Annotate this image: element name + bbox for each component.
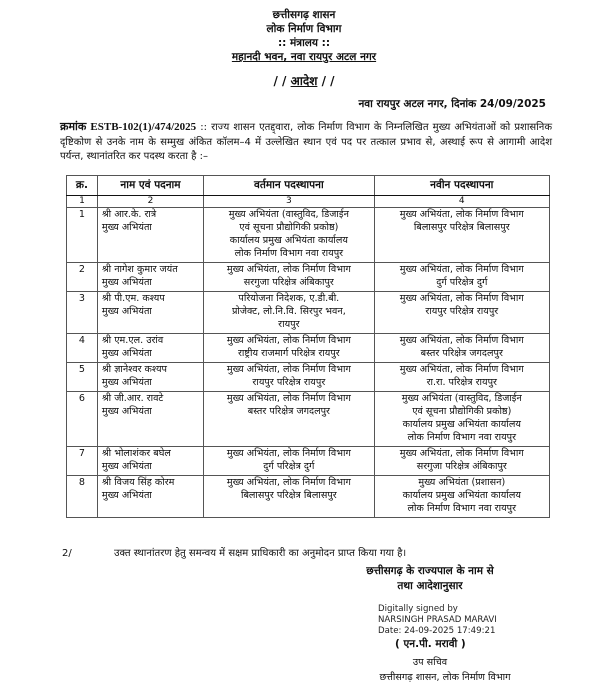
cell-name-designation-line: श्री भोलाशंकर बघेल [101,448,171,459]
cell-new-posting-line: मुख्य अभियंता, लोक निर्माण विभाग [399,448,524,459]
cell-current-posting-line: बस्तर परिक्षेत्र जगदलपुर [247,406,330,417]
cell-name-designation-line: मुख्य अभियंता [101,348,152,359]
cell-name-designation-line: मुख्य अभियंता [101,461,152,472]
order-title-prefix: / / [273,74,291,88]
cell-sr-no: 7 [67,447,98,476]
cell-new-posting-line: बस्तर परिक्षेत्र जगदलपुर [420,348,503,359]
cell-new-posting-line: कार्यालय प्रमुख अभियंता कार्यालय [402,490,521,501]
header-sr-no: क्र. [67,176,98,196]
cell-new-posting-line: दुर्ग परिक्षेत्र दुर्ग [436,277,488,288]
cell-new-posting-line: मुख्य अभियंता, लोक निर्माण विभाग [399,293,524,304]
cell-name-designation-line: मुख्य अभियंता [101,277,152,288]
digital-signature [378,604,497,637]
cell-name-designation-line: मुख्य अभियंता [101,406,152,417]
cell-new-posting-line: लोक निर्माण विभाग नवा रायपुर [407,503,517,514]
cell-new-posting-line: मुख्य अभियंता, लोक निर्माण विभाग [399,209,524,220]
government-name: छत्तीसगढ़ शासन [272,9,336,21]
cell-current-posting-line: राष्ट्रीय राजमार्ग परिक्षेत्र रायपुर [237,348,340,359]
cell-name-designation [97,208,203,263]
order-number: ESTB-102(1)/474/2025 [90,121,197,133]
cell-current-posting [204,363,374,392]
cell-sr-no: 4 [67,334,98,363]
cell-current-posting-line: मुख्य अभियंता (वास्तुविद, डिजाईन [228,209,349,220]
cell-new-posting [374,447,549,476]
cell-current-posting [204,208,374,263]
cell-new-posting-line: कार्यालय प्रमुख अभियंता कार्यालय [402,419,521,430]
cell-name-designation-line: श्री जी.आर. रावटे [101,393,164,404]
cell-new-posting [374,208,549,263]
cell-name-designation-line: श्री एम.एल. उरांव [101,335,164,346]
cell-current-posting-line: परियोजना निदेशक, ए.डी.बी. [238,293,340,304]
cell-current-posting-line: मुख्य अभियंता, लोक निर्माण विभाग [226,335,351,346]
cell-name-designation [97,392,203,447]
cell-name-designation-line: श्री विजय सिंह कोरम [101,477,175,488]
cell-name-designation [97,447,203,476]
cell-new-posting-line: मुख्य अभियंता (वास्तुविद, डिजाईन [401,393,522,404]
cell-current-posting-line: दुर्ग परिक्षेत्र दुर्ग [263,461,315,472]
department-name: लोक निर्माण विभाग [266,23,342,35]
header-new-posting: नवीन पदस्थापना [374,176,549,196]
place-and-date: नवा रायपुर अटल नगर, दिनांक 24/09/2025 [358,98,546,110]
order-number-label: क्रमांक [60,121,87,133]
table-row [67,263,550,292]
table-row [67,392,550,447]
column-number: 3 [204,196,374,208]
signatory-department: छत्तीसगढ़ शासन, लोक निर्माण विभाग [379,672,511,683]
cell-current-posting-line: बिलासपुर परिक्षेत्र बिलासपुर [240,490,337,501]
cell-name-designation-line: मुख्य अभियंता [101,306,152,317]
cell-new-posting [374,334,549,363]
cell-new-posting [374,263,549,292]
table-row [67,334,550,363]
cell-new-posting-line: एवं सूचना प्रौद्योगिकी प्रकोष्ठ) [412,406,512,417]
column-number: 2 [97,196,203,208]
cell-name-designation-line: श्री आर.के. रात्रे [101,209,157,220]
cell-name-designation-line: मुख्य अभियंता [101,377,152,388]
cell-name-designation-line: श्री नागेश कुमार जयंत [101,264,178,275]
column-number: 4 [374,196,549,208]
cell-name-designation [97,334,203,363]
column-number: 1 [67,196,98,208]
column-number-row [67,196,550,208]
digital-signature-signer: NARSINGH PRASAD MARAVI [378,615,497,625]
cell-current-posting [204,392,374,447]
cell-new-posting [374,476,549,518]
cell-current-posting-line: मुख्य अभियंता, लोक निर्माण विभाग [226,477,351,488]
cell-name-designation-line: मुख्य अभियंता [101,490,152,501]
cell-sr-no: 2 [67,263,98,292]
cell-new-posting [374,292,549,334]
cell-new-posting-line: लोक निर्माण विभाग नवा रायपुर [407,432,517,443]
authority-line-1: छत्तीसगढ़ के राज्यपाल के नाम से [366,565,494,577]
cell-name-designation [97,263,203,292]
cell-new-posting-line: मुख्य अभियंता, लोक निर्माण विभाग [399,335,524,346]
cell-new-posting-line: सरगुजा परिक्षेत्र अंबिकापुर [416,461,507,472]
table-header-row [67,176,550,196]
paragraph-2 [62,545,406,559]
signatory-name: ( एन.पी. मरावी ) [395,638,466,650]
cell-new-posting [374,392,549,447]
intro-paragraph [60,120,552,165]
cell-sr-no: 8 [67,476,98,518]
cell-sr-no: 3 [67,292,98,334]
cell-current-posting-line: मुख्य अभियंता, लोक निर्माण विभाग [226,393,351,404]
cell-current-posting-line: रायपुर [278,319,300,330]
cell-name-designation [97,292,203,334]
office-address: महानदी भवन, नवा रायपुर अटल नगर [231,51,377,63]
cell-current-posting-line: मुख्य अभियंता, लोक निर्माण विभाग [226,364,351,375]
cell-new-posting-line: बिलासपुर परिक्षेत्र बिलासपुर [413,222,510,233]
cell-new-posting-line: मुख्य अभियंता (प्रशासन) [418,477,506,488]
table-row [67,363,550,392]
cell-current-posting-line: लोक निर्माण विभाग नवा रायपुर [234,248,344,259]
digital-signature-date: Date: 24-09-2025 17:49:21 [378,626,496,636]
cell-current-posting [204,476,374,518]
order-title-text: आदेश [290,74,318,88]
cell-new-posting-line: मुख्य अभियंता, लोक निर्माण विभाग [399,364,524,375]
authority-block [330,564,530,594]
cell-new-posting [374,363,549,392]
cell-name-designation [97,363,203,392]
digital-signature-line-1: Digitally signed by [378,604,458,614]
table-row [67,447,550,476]
table-row [67,292,550,334]
paragraph-text: उक्त स्थानांतरण हेतु समन्वय में सक्षम प्राधिकारी का अनुमोदन प्राप्त किया गया है। [114,548,407,559]
cell-current-posting-line: मुख्य अभियंता, लोक निर्माण विभाग [226,448,351,459]
signatory-designation: उप सचिव [412,657,448,668]
header-current-posting: वर्तमान पदस्थापना [204,176,374,196]
cell-name-designation-line: श्री ज्ञानेश्वर कश्यप [101,364,168,375]
cell-new-posting-line: मुख्य अभियंता, लोक निर्माण विभाग [399,264,524,275]
cell-sr-no: 6 [67,392,98,447]
order-title-suffix: / / [317,74,335,88]
table-row [67,208,550,263]
header-name-designation: नाम एवं पदनाम [97,176,203,196]
cell-sr-no: 1 [67,208,98,263]
order-title [0,72,608,89]
intro-text: :: राज्य शासन एतद्द्वारा, लोक निर्माण विभाग के निम्नलिखित मुख्य अभियंताओं को प्रशासनिक दृष्टिकोण से उनके नाम के सम्मुख अंकित कॉलम–4 में उल्लेखित स्थान एवं पद पर तत्काल प्रभाव से, अस्थाई रूप से आगामी आदेश पर्यन्त, स्थानांतरित कर पदस्थ करता है :– [60,122,553,162]
cell-new-posting-line: रायपुर परिक्षेत्र रायपुर [425,306,499,317]
cell-current-posting [204,334,374,363]
ministry-label: :: मंत्रालय :: [277,37,331,49]
cell-name-designation [97,476,203,518]
cell-current-posting [204,263,374,292]
cell-new-posting-line: रा.रा. परिक्षेत्र रायपुर [426,377,497,388]
cell-current-posting [204,292,374,334]
cell-current-posting-line: कार्यालय प्रमुख अभियंता कार्यालय [229,235,348,246]
authority-line-2: तथा आदेशानुसार [397,580,463,592]
cell-name-designation-line: श्री पी.एम. कश्यप [101,293,165,304]
cell-current-posting-line: रायपुर परिक्षेत्र रायपुर [252,377,326,388]
cell-current-posting-line: सरगुजा परिक्षेत्र अंबिकापुर [243,277,334,288]
cell-current-posting-line: मुख्य अभियंता, लोक निर्माण विभाग [226,264,351,275]
table-row [67,476,550,518]
cell-current-posting-line: एवं सूचना प्रौद्योगिकी प्रकोष्ठ) [239,222,339,233]
cell-current-posting [204,447,374,476]
paragraph-number: 2/ [62,548,72,559]
cell-name-designation-line: मुख्य अभियंता [101,222,152,233]
transfer-table [66,175,550,518]
cell-current-posting-line: प्रोजेक्ट, लो.नि.वि. सिरपुर भवन, [231,306,346,317]
cell-sr-no: 5 [67,363,98,392]
